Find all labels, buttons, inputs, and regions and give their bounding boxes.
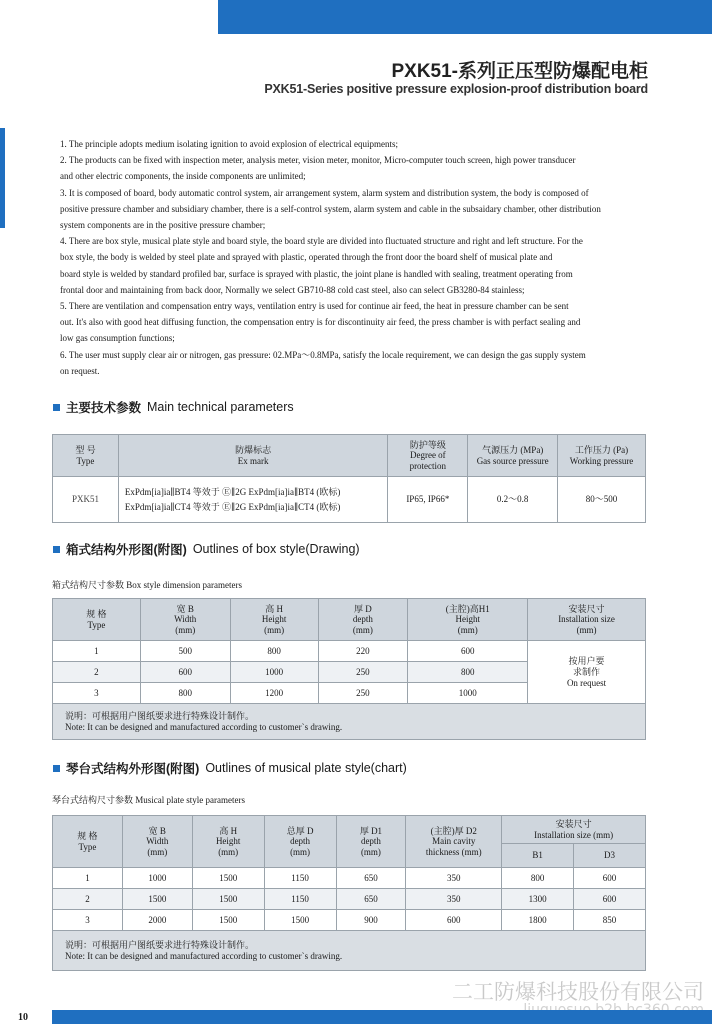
header-working-pressure: 工作压力 (Pa) Working pressure: [558, 435, 646, 477]
feature-line: 6. The user must supply clear air or nitrogen, gas pressure: 02.MPa～0.8MPa, satisfy the locale requirement, we can design the gas supply system: [60, 349, 586, 360]
header-height: 高 H Height (mm): [192, 816, 264, 868]
header-depth: 厚 D depth (mm): [318, 599, 408, 641]
cell-d3: 850: [574, 910, 646, 931]
header-chamber-height: (主腔)高H1 Height (mm): [408, 599, 528, 641]
musical-plate-table: [52, 815, 646, 971]
header-total-depth: 总厚 D depth (mm): [264, 816, 336, 868]
cell-b1: 1800: [502, 910, 574, 931]
cell-width: 500: [140, 641, 230, 662]
table-row: [53, 477, 646, 523]
note-row: [53, 704, 646, 740]
cell-type: 1: [53, 868, 123, 889]
side-accent-bar: [0, 128, 5, 228]
feature-line: and other electric components, the inside components are unlimited;: [60, 171, 306, 182]
cell-b1: 800: [502, 868, 574, 889]
feature-line: on request.: [60, 365, 100, 376]
cell-type: 3: [53, 683, 141, 704]
header-ex-mark: 防爆标志 Ex mark: [118, 435, 387, 477]
header-gas-pressure: 气源压力 (MPa) Gas source pressure: [468, 435, 558, 477]
header-installation: 安装尺寸 Installation size (mm): [502, 816, 646, 844]
cell-depth: 250: [318, 683, 408, 704]
table-row: [53, 868, 646, 889]
cell-depth-d1: 900: [336, 910, 406, 931]
cell-depth-d2: 600: [406, 910, 502, 931]
company-watermark: 二工防爆科技股份有限公司: [452, 980, 704, 1004]
cell-gas: 0.2～0.8: [468, 477, 558, 523]
cell-type: PXK51: [53, 477, 119, 523]
cell-height: 1000: [230, 662, 318, 683]
cell-height: 1500: [192, 910, 264, 931]
feature-line: board style is welded by standard profiled bar, surface is sprayed with plastic, the joint plane is handled with sealing, treatment operating from: [60, 268, 573, 279]
cell-depth-d2: 350: [406, 889, 502, 910]
section-title-cn: 主要技术参数: [66, 401, 142, 415]
feature-line: system components are in the positive pressure chamber;: [60, 220, 266, 231]
feature-line: 1. The principle adopts medium isolating ignition to avoid explosion of electrical equipments;: [60, 139, 399, 149]
cell-chamber-height: 1000: [408, 683, 528, 704]
cell-d3: 600: [574, 889, 646, 910]
feature-line: 4. There are box style, musical plate style and board style, the board style are divided into fluctuated structure and right and left structure. For the: [60, 236, 583, 247]
cell-chamber-height: 600: [408, 641, 528, 662]
cell-width: 1000: [122, 868, 192, 889]
header-installation: 安装尺寸 Installation size (mm): [528, 599, 646, 641]
cell-total-depth: 1150: [264, 868, 336, 889]
feature-line: 2. The products can be fixed with inspection meter, analysis meter, vision meter, monitor, Micro-computer touch screen, high power transducer: [60, 155, 576, 166]
cell-type: 3: [53, 910, 123, 931]
footer-accent-bar: [52, 1010, 712, 1024]
header-d3: D3: [574, 844, 646, 868]
cell-type: 2: [53, 662, 141, 683]
header-height: 高 H Height (mm): [230, 599, 318, 641]
page-title-en: PXK51-Series positive pressure explosion-proof distribution board: [264, 82, 648, 96]
cell-height: 1200: [230, 683, 318, 704]
musical-table-caption: 琴台式结构尺寸参数 Musical plate style parameters: [52, 795, 245, 805]
feature-line: frontal door and maintaining from back door, Normally we select GB710-88 cold cast steel, also can select GB3280-84 stainless;: [60, 284, 525, 295]
section-title-cn: 琴台式结构外形图(附图): [66, 762, 200, 776]
cell-total-depth: 1500: [264, 910, 336, 931]
header-type: 规 格 Type: [53, 816, 123, 868]
cell-width: 800: [140, 683, 230, 704]
table-row: [53, 910, 646, 931]
header-type: 规 格 Type: [53, 599, 141, 641]
cell-width: 1500: [122, 889, 192, 910]
table-row: [53, 889, 646, 910]
page-title-cn: PXK51-系列正压型防爆配电柜: [391, 61, 648, 82]
section-title-cn: 箱式结构外形图(附图): [66, 543, 187, 557]
cell-width: 600: [140, 662, 230, 683]
section-heading-main: [53, 398, 294, 416]
square-bullet-icon: [53, 404, 60, 411]
section-title-en: Outlines of box style(Drawing): [192, 542, 360, 556]
feature-list: [60, 136, 652, 379]
feature-line: 5. There are ventilation and compensation entry ways, ventilation entry is used for continue air feed, the heat in pressure chamber can be sent: [60, 301, 569, 312]
cell-work: 80～500: [558, 477, 646, 523]
cell-depth-d1: 650: [336, 868, 406, 889]
cell-height: 800: [230, 641, 318, 662]
cell-d3: 600: [574, 868, 646, 889]
cell-depth-d1: 650: [336, 889, 406, 910]
main-parameters-table: [52, 434, 646, 523]
table-note: 说明：可根据用户图纸要求进行特殊设计制作。 Note: It can be designed and manufactured according to customer`s drawing.: [53, 931, 646, 971]
square-bullet-icon: [53, 765, 60, 772]
feature-line: low gas consumption functions;: [60, 333, 175, 344]
box-style-table: [52, 598, 646, 740]
header-type: 型 号 Type: [53, 435, 119, 477]
table-note: 说明：可根据用户图纸要求进行特殊设计制作。 Note: It can be designed and manufactured according to customer`s drawing.: [53, 704, 646, 740]
cell-type: 2: [53, 889, 123, 910]
cell-ex-mark: ExPdm[ia]ia∥BT4 等效于 Ⓔ∥2G ExPdm[ia]ia∥BT4 (欧标) ExPdm[ia]ia∥CT4 等效于 Ⓔ∥2G ExPdm[ia]ia∥CT4 (欧标): [118, 477, 387, 523]
header-accent-bar: [218, 0, 712, 34]
cell-installation: 按用户要 求制作 On request: [528, 641, 646, 704]
cell-depth: 250: [318, 662, 408, 683]
cell-height: 1500: [192, 889, 264, 910]
cell-type: 1: [53, 641, 141, 662]
cell-total-depth: 1150: [264, 889, 336, 910]
header-width: 宽 B Width (mm): [140, 599, 230, 641]
box-table-caption: 箱式结构尺寸参数 Box style dimension parameters: [52, 580, 242, 590]
section-heading-box: [53, 540, 360, 558]
cell-depth: 220: [318, 641, 408, 662]
section-title-en: Outlines of musical plate style(chart): [205, 761, 407, 775]
cell-protection: IP65, IP66*: [388, 477, 468, 523]
cell-depth-d2: 350: [406, 868, 502, 889]
section-title-en: Main technical parameters: [147, 400, 294, 414]
section-heading-musical: [53, 759, 407, 777]
cell-width: 2000: [122, 910, 192, 931]
feature-line: box style, the body is welded by steel plate and sprayed with plastic, operated through the front door the board shelf of musical plate and: [60, 252, 553, 263]
cell-b1: 1300: [502, 889, 574, 910]
header-b1: B1: [502, 844, 574, 868]
table-row: [53, 641, 646, 662]
square-bullet-icon: [53, 546, 60, 553]
page-number: 10: [18, 1012, 28, 1023]
header-depth-d2: (主腔)厚 D2 Main cavity thickness (mm): [406, 816, 502, 868]
header-width: 宽 B Width (mm): [122, 816, 192, 868]
note-row: [53, 931, 646, 971]
header-protection: 防护等级 Degree of protection: [388, 435, 468, 477]
feature-line: out. It's also with good heat diffusing function, the compensation entry is for discontinuity air feed, the press chamber is with perfact sealing and: [60, 317, 581, 328]
cell-height: 1500: [192, 868, 264, 889]
header-depth-d1: 厚 D1 depth (mm): [336, 816, 406, 868]
cell-chamber-height: 800: [408, 662, 528, 683]
feature-line: positive pressure chamber and subsidiary chamber, there is a self-control system, alarm system and cable in the subsaidary chamber, other distribution: [60, 203, 601, 214]
feature-line: 3. It is composed of board, body automatic control system, air arrangement system, alarm system and distribution system, the body is composed of: [60, 187, 589, 198]
